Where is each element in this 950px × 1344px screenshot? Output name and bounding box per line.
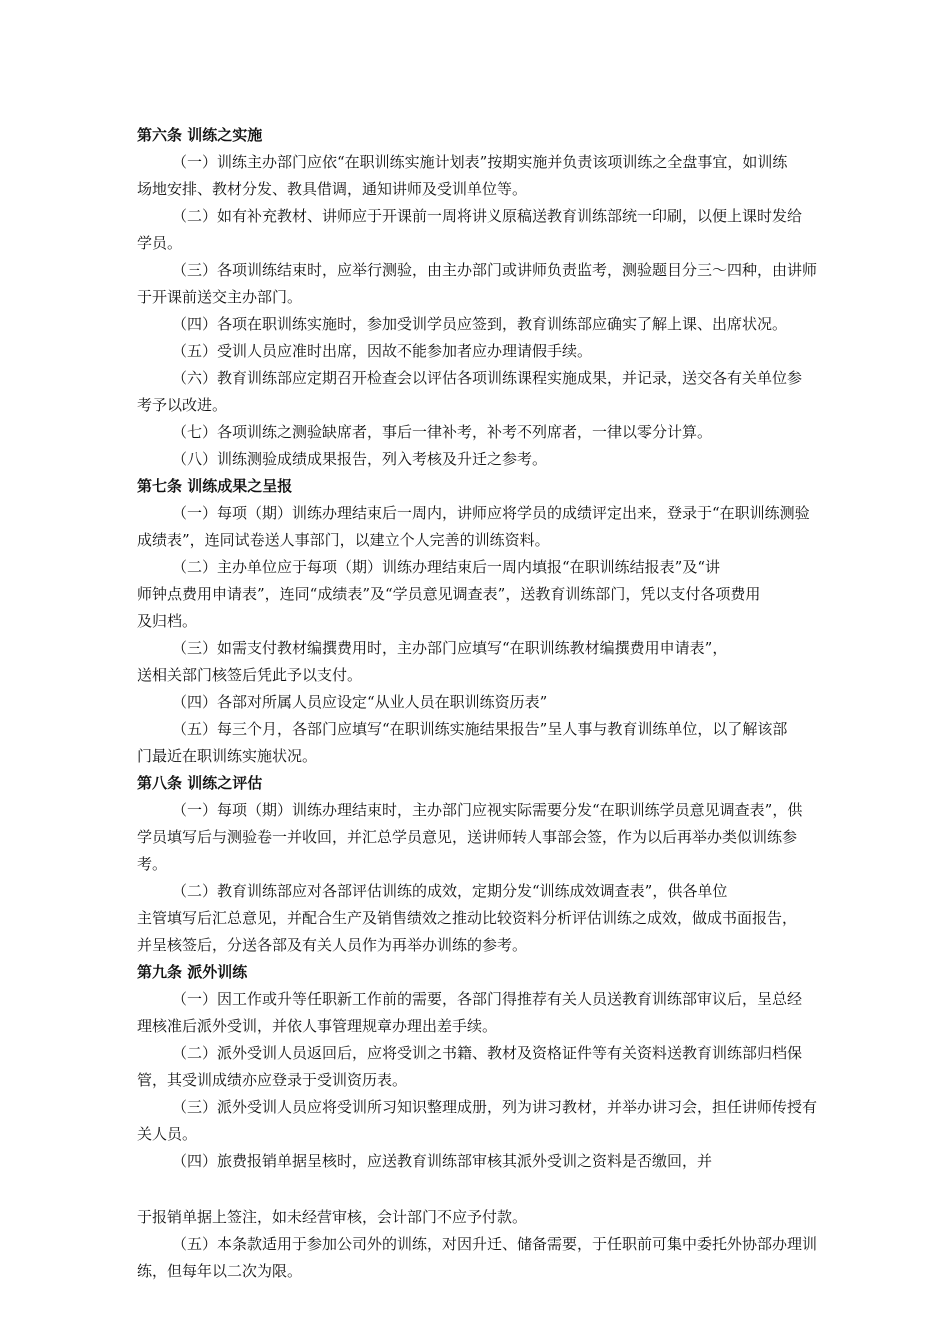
section-heading-article-9: 第九条 派外训练: [137, 963, 248, 981]
section-heading-article-7: 第七条 训练成果之呈报: [137, 477, 293, 495]
paragraph-line: 送相关部门核签后凭此予以支付。: [137, 666, 363, 684]
paragraph-line: （一）每项（期）训练办理结束时，主办部门应视实际需要分发“在职训练学员意见调查表”，供: [172, 801, 803, 819]
paragraph-line: 及归档。: [137, 612, 198, 630]
paragraph-line: （五）受训人员应准时出席，因故不能参加者应办理请假手续。: [172, 342, 593, 360]
paragraph-line: 练，但每年以二次为限。: [137, 1262, 303, 1280]
paragraph-line: 于开课前送交主办部门。: [137, 288, 303, 306]
paragraph-line: （四）各项在职训练实施时，参加受训学员应签到，教育训练部应确实了解上课、出席状况。: [172, 315, 788, 333]
paragraph-line: （五）每三个月，各部门应填写“在职训练实施结果报告”呈人事与教育训练单位，以了解该部: [172, 720, 788, 738]
paragraph-line: 管，其受训成绩亦应登录于受训资历表。: [137, 1071, 408, 1089]
paragraph-line: 主管填写后汇总意见，并配合生产及销售绩效之推动比较资料分析评估训练之成效，做成书面报告，: [137, 909, 798, 927]
paragraph-line: 成绩表”，连同试卷送人事部门，以建立个人完善的训练资料。: [137, 531, 550, 549]
paragraph-line: （八）训练测验成绩成果报告，列入考核及升迁之参考。: [172, 450, 548, 468]
paragraph-line: （三）派外受训人员应将受训所习知识整理成册，列为讲习教材，并举办讲习会，担任讲师传授有: [172, 1098, 818, 1116]
paragraph-line: （一）每项（期）训练办理结束后一周内，讲师应将学员的成绩评定出来，登录于“在职训练测验: [172, 504, 810, 522]
paragraph-line: （四）旅费报销单据呈核时，应送教育训练部审核其派外受训之资料是否缴回，并: [172, 1152, 713, 1170]
paragraph-line: 场地安排、教材分发、教具借调，通知讲师及受训单位等。: [137, 180, 528, 198]
paragraph-line: （五）本条款适用于参加公司外的训练，对因升迁、储备需要，于任职前可集中委托外协部办理训: [172, 1235, 818, 1253]
paragraph-line: 关人员。: [137, 1125, 198, 1143]
paragraph-line: （二）教育训练部应对各部评估训练的成效，定期分发“训练成效调查表”，供各单位: [172, 882, 728, 900]
section-heading-article-8: 第八条 训练之评估: [137, 774, 263, 792]
paragraph-line: 于报销单据上签注，如未经营审核，会计部门不应予付款。: [137, 1208, 528, 1226]
paragraph-line: （六）教育训练部应定期召开检查会以评估各项训练课程实施成果，并记录，送交各有关单位参: [172, 369, 803, 387]
paragraph-line: 学员填写后与测验卷一并收回，并汇总学员意见，送讲师转人事部会签，作为以后再举办类似训练参: [137, 828, 798, 846]
paragraph-line: （二）派外受训人员返回后，应将受训之书籍、教材及资格证件等有关资料送教育训练部归档保: [172, 1044, 803, 1062]
section-heading-article-6: 第六条 训练之实施: [137, 126, 263, 144]
paragraph-line: （一）训练主办部门应依“在职训练实施计划表”按期实施并负责该项训练之全盘事宜，如训练: [172, 153, 788, 171]
paragraph-line: （三）如需支付教材编撰费用时，主办部门应填写“在职训练教材编撰费用申请表”，: [172, 639, 728, 657]
paragraph-line: （七）各项训练之测验缺席者，事后一律补考，补考不列席者，一律以零分计算。: [172, 423, 713, 441]
paragraph-line: 考。: [137, 855, 168, 873]
paragraph-line: （一）因工作或升等任职新工作前的需要，各部门得推荐有关人员送教育训练部审议后，呈总经: [172, 990, 803, 1008]
paragraph-line: 理核准后派外受训，并依人事管理规章办理出差手续。: [137, 1017, 498, 1035]
paragraph-line: （三）各项训练结束时，应举行测验，由主办部门或讲师负责监考，测验题目分三～四种，由讲师: [172, 261, 818, 279]
paragraph-line: 并呈核签后，分送各部及有关人员作为再举办训练的参考。: [137, 936, 528, 954]
paragraph-line: （二）如有补充教材、讲师应于开课前一周将讲义原稿送教育训练部统一印刷，以便上课时发给: [172, 207, 803, 225]
paragraph-line: 考予以改进。: [137, 396, 228, 414]
paragraph-line: 学员。: [137, 234, 183, 252]
paragraph-line: （四）各部对所属人员应设定“从业人员在职训练资历表”: [172, 693, 548, 711]
paragraph-line: 门最近在职训练实施状况。: [137, 747, 318, 765]
paragraph-line: 师钟点费用申请表”，连同“成绩表”及“学员意见调查表”，送教育训练部门，凭以支付各项费用: [137, 585, 761, 603]
paragraph-line: （二）主办单位应于每项（期）训练办理结束后一周内填报“在职训练结报表”及“讲: [172, 558, 721, 576]
